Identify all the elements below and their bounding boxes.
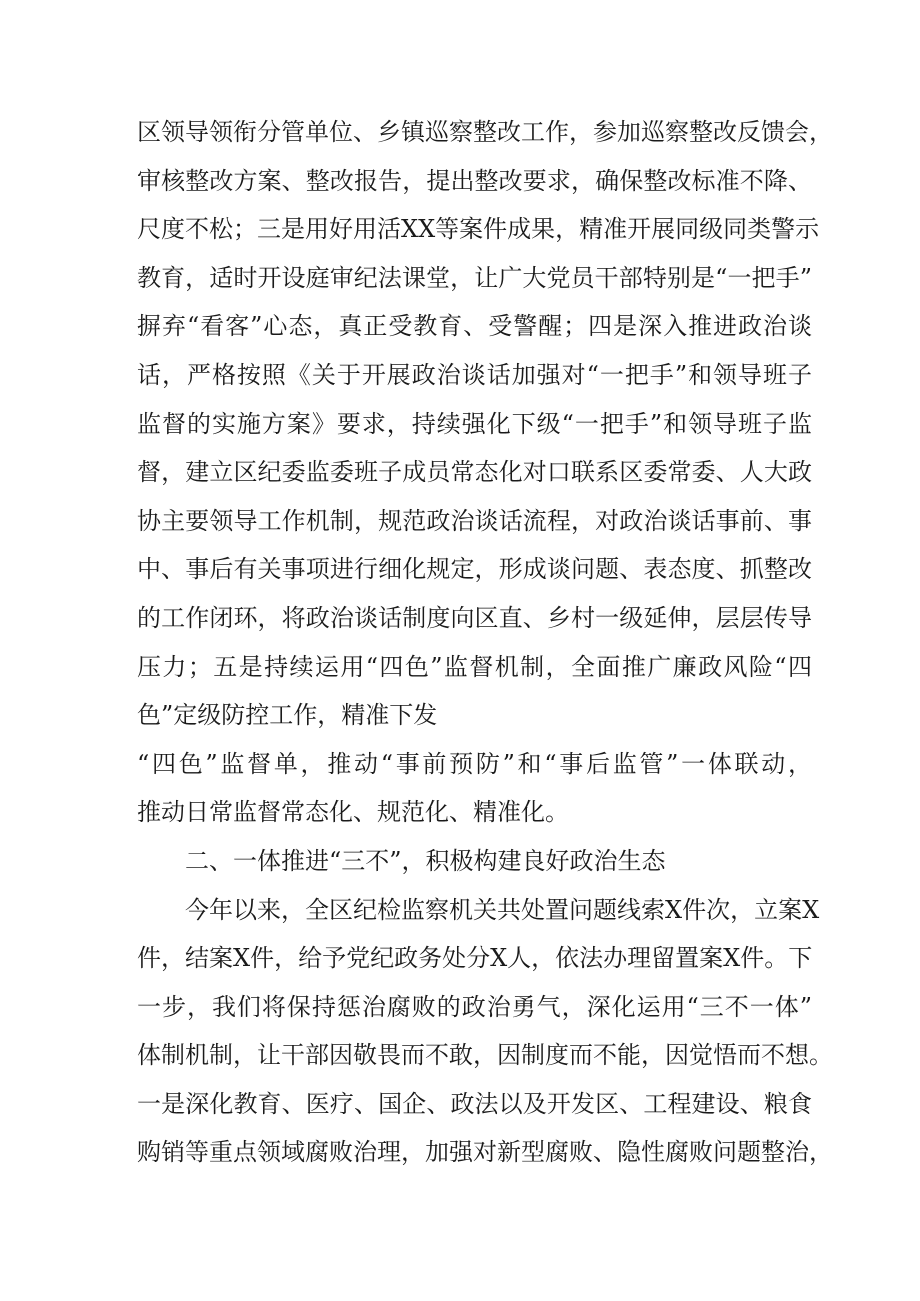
text-line: 教育，适时开设庭审纪法课堂，让广大党员干部特别是“一把手” <box>137 263 812 292</box>
text-line: 一是深化教育、医疗、国企、政法以及开发区、工程建设、粮食 <box>137 1089 812 1118</box>
text-line: 审核整改方案、整改报告，提出整改要求，确保整改标准不降、 <box>137 166 812 195</box>
text-line: 压力；五是持续运用“四色”监督机制，全面推广廉政风险“四 <box>137 652 812 681</box>
text-line: 中、事后有关事项进行细化规定，形成谈问题、表态度、抓整改 <box>137 555 812 584</box>
text-line: 协主要领导工作机制，规范政治谈话流程，对政治谈话事前、事 <box>137 506 812 535</box>
document-body <box>137 108 833 1177</box>
text-line: 一步，我们将保持惩治腐败的政治勇气，深化运用“三不一体” <box>137 992 812 1021</box>
text-line: 体制机制，让干部因敬畏而不敢，因制度而不能，因觉悟而不想。 <box>137 1041 833 1070</box>
text-line: 摒弃“看客”心态，真正受教育、受警醒；四是深入推进政治谈 <box>137 312 812 341</box>
text-line: 购销等重点领域腐败治理，加强对新型腐败、隐性腐败问题整治， <box>137 1138 833 1167</box>
text-line: 推动日常监督常态化、规范化、精准化。 <box>137 798 569 827</box>
text-line: 话，严格按照《关于开展政治谈话加强对“一把手”和领导班子 <box>137 360 812 389</box>
text-line: 件，结案X件，给予党纪政务处分X人，依法办理留置案X件。下 <box>137 944 813 973</box>
text-line: 的工作闭环，将政治谈话制度向区直、乡村一级延伸，层层传导 <box>137 603 812 632</box>
text-line: “四色”监督单，推动“事前预防”和“事后监管”一体联动， <box>137 749 812 778</box>
text-line: 监督的实施方案》要求，持续强化下级“一把手”和领导班子监 <box>137 409 812 438</box>
text-line: 今年以来，全区纪检监察机关共处置问题线索X件次，立案X <box>185 895 820 924</box>
text-line: 色”定级防控工作，精准下发 <box>137 701 438 730</box>
text-line: 尺度不松；三是用好用活XX等案件成果，精准开展同级同类警示 <box>137 215 820 244</box>
section-heading: 二、一体推进“三不”，积极构建良好政治生态 <box>185 846 666 875</box>
text-line: 督，建立区纪委监委班子成员常态化对口联系区委常委、人大政 <box>137 458 812 487</box>
text-line: 区领导领衔分管单位、乡镇巡察整改工作，参加巡察整改反馈会， <box>137 118 833 146</box>
